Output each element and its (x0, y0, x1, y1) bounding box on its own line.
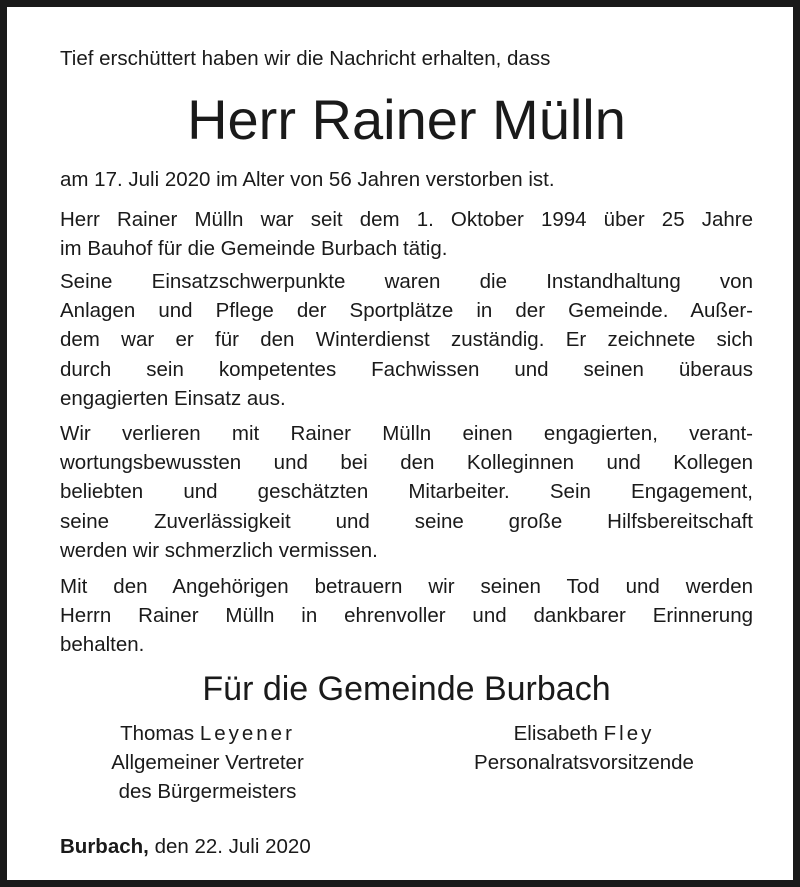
signatory-name (415, 719, 753, 748)
paragraph-tribute (60, 419, 753, 565)
footer-place: Burbach, (60, 835, 149, 858)
text-line: Herr Rainer Mülln war seit dem 1. Oktober 1994 über 25 Jahre (60, 208, 753, 231)
text-line: durch sein kompetentes Fachwissen und seinen überaus (60, 357, 753, 381)
signatory-right (415, 719, 753, 777)
text-line: wortungsbewussten und bei den Kolleginnen und Kollegen (60, 451, 753, 475)
organization-name: Für die Gemeinde Burbach (202, 670, 611, 708)
text-line: beliebten und geschätzten Mitarbeiter. Sein Engagement, (60, 480, 753, 504)
paragraph-condolence (60, 572, 753, 660)
signatory-left (60, 719, 355, 806)
text-line: Anlagen und Pflege der Sportplätze in der Gemeinde. Außer- (60, 299, 753, 323)
text-line: Herrn Rainer Mülln in ehrenvoller und dankbarer Erinnerung (60, 604, 753, 628)
text-line: Wir verlieren mit Rainer Mülln einen engagierten, verant- (60, 422, 753, 445)
place-date-line (60, 833, 753, 861)
paragraph-duties (60, 267, 753, 413)
footer-date: den 22. Juli 2020 (154, 835, 311, 858)
signatory-role: des Bürgermeisters (118, 780, 297, 803)
signatory-name (60, 719, 355, 748)
signatory-last-name: Fley (603, 722, 655, 745)
death-notice-line (60, 165, 753, 194)
text-line: seine Zuverlässigkeit und seine große Hilfsbereitschaft (60, 509, 753, 533)
signatory-last-name: Leyener (199, 722, 295, 745)
text-line: Mit den Angehörigen betrauern wir seinen Tod und werden (60, 575, 753, 598)
intro-text: Tief erschüttert haben wir die Nachricht erhalten, dass (60, 47, 551, 70)
text-line: engagierten Einsatz aus. (60, 386, 286, 410)
signatory-first-name: Thomas (120, 722, 195, 745)
text-line: am 17. Juli 2020 im Alter von 56 Jahren verstorben ist. (60, 168, 555, 191)
text-line: Seine Einsatzschwerpunkte waren die Instandhaltung von (60, 270, 753, 293)
text-line: dem war er für den Winterdienst zuständig. Er zeichnete sich (60, 328, 753, 352)
text-line: im Bauhof für die Gemeinde Burbach tätig. (60, 237, 448, 261)
text-line: behalten. (60, 633, 145, 657)
signatory-role: Allgemeiner Vertreter (111, 751, 304, 774)
paragraph-employment (60, 205, 753, 263)
signatory-first-name: Elisabeth (513, 722, 598, 745)
signatory-role: Personalratsvorsitzende (474, 751, 694, 774)
deceased-name: Herr Rainer Mülln (187, 88, 626, 151)
text-line: werden wir schmerzlich vermissen. (60, 538, 378, 562)
